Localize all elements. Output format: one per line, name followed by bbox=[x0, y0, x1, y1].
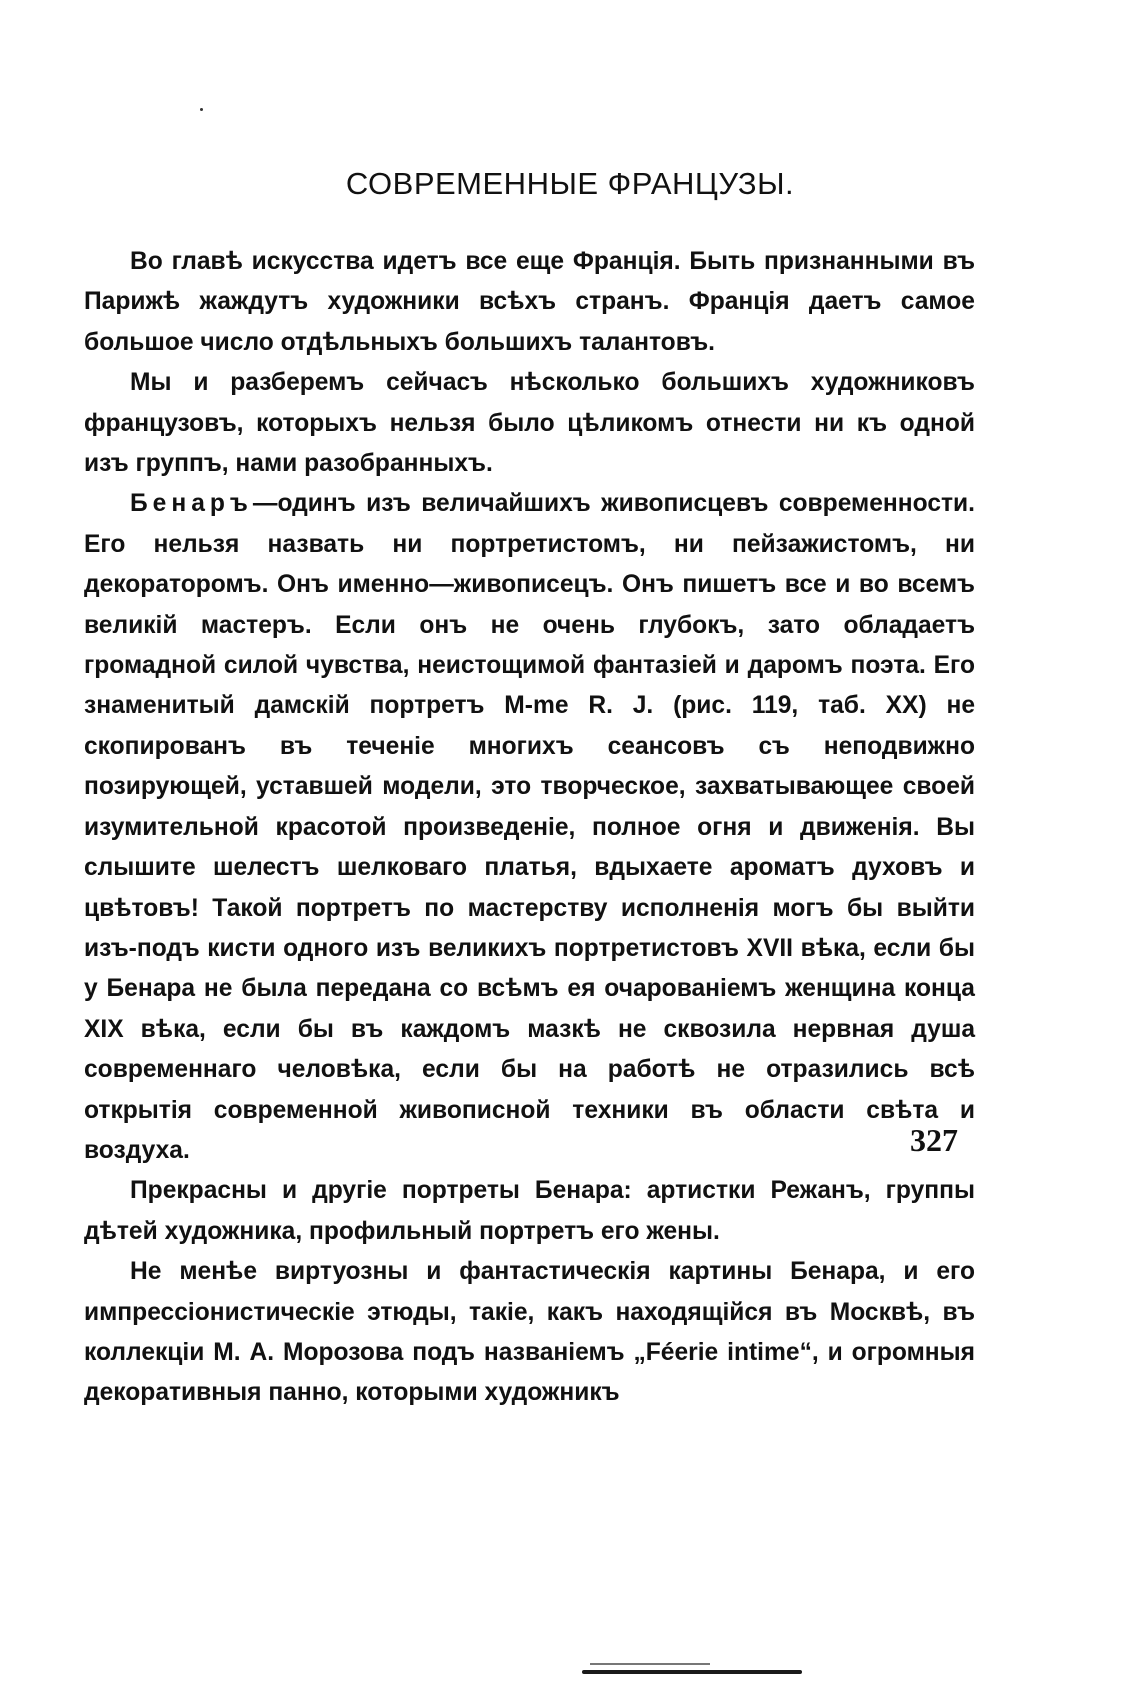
paragraph-5: Не менѣе виртуозны и фантастическія картины Бенара, и его импрессіонистическіе этюды, такіе, какъ находящійся въ Москвѣ, въ коллекціи М. А. Морозова подъ названіемъ „Féerie intime“, и огромныя декоративныя панно, которыми художникъ bbox=[84, 1258, 975, 1407]
page-number: 327 bbox=[910, 1122, 958, 1158]
paragraph-3-lead: Бенаръ bbox=[130, 490, 253, 518]
scan-edge-mark-faint bbox=[590, 1663, 710, 1665]
paragraph-3-rest: —одинъ изъ величайшихъ живописцевъ современности. Его нельзя назвать ни портретистомъ, ни пейзажистомъ, ни декораторомъ. Онъ именно—живописецъ. Онъ пишетъ все и во всемъ великій мастеръ. Если онъ не очень глубокъ, зато обладаетъ громадной силой чувства, неистощимой фантазіей и даромъ поэта. Его знаменитый дамскій портретъ M-me R. J. (рис. 119, таб. XX) не скопированъ въ теченіе многихъ сеансовъ съ неподвижно позирующей, уставшей модели, это творческое, захватывающее своей изумительной красотой произведеніе, полное огня и движенія. Вы слышите шелестъ шелковаго платья, вдыхаете ароматъ духовъ и цвѣтовъ! Такой портретъ по мастерству исполненія могъ бы выйти изъ-подъ кисти одного изъ великихъ портретистовъ XVII вѣка, если бы у Бенара не была передана со всѣмъ ея очарованіемъ женщина конца XIX вѣка, если бы въ каждомъ мазкѣ не сквозила нервная душа современнаго человѣка, если бы на работѣ не отразились всѣ открытія современной живописной техники въ области свѣта и воздуха. bbox=[84, 490, 975, 1164]
paragraph-1: Во главѣ искусства идетъ все еще Франція. Быть признанными въ Парижѣ жаждутъ художники всѣхъ странъ. Франція даетъ самое большое число отдѣльныхъ большихъ талантовъ. bbox=[84, 248, 975, 356]
chapter-title: СОВРЕМЕННЫЕ ФРАНЦУЗЫ. bbox=[345, 166, 795, 201]
body-text bbox=[84, 242, 975, 1414]
print-speck bbox=[200, 108, 203, 111]
paragraph-2: Мы и разберемъ сейчасъ нѣсколько большихъ художниковъ французовъ, которыхъ нельзя было цѣликомъ отнести ни къ одной изъ группъ, нами разобранныхъ. bbox=[84, 369, 975, 478]
scan-edge-mark bbox=[582, 1670, 802, 1674]
paragraph-3 bbox=[84, 484, 975, 1171]
paragraph-4: Прекрасны и другіе портреты Бенара: артистки Режанъ, группы дѣтей художника, профильный портретъ его жены. bbox=[84, 1177, 975, 1245]
